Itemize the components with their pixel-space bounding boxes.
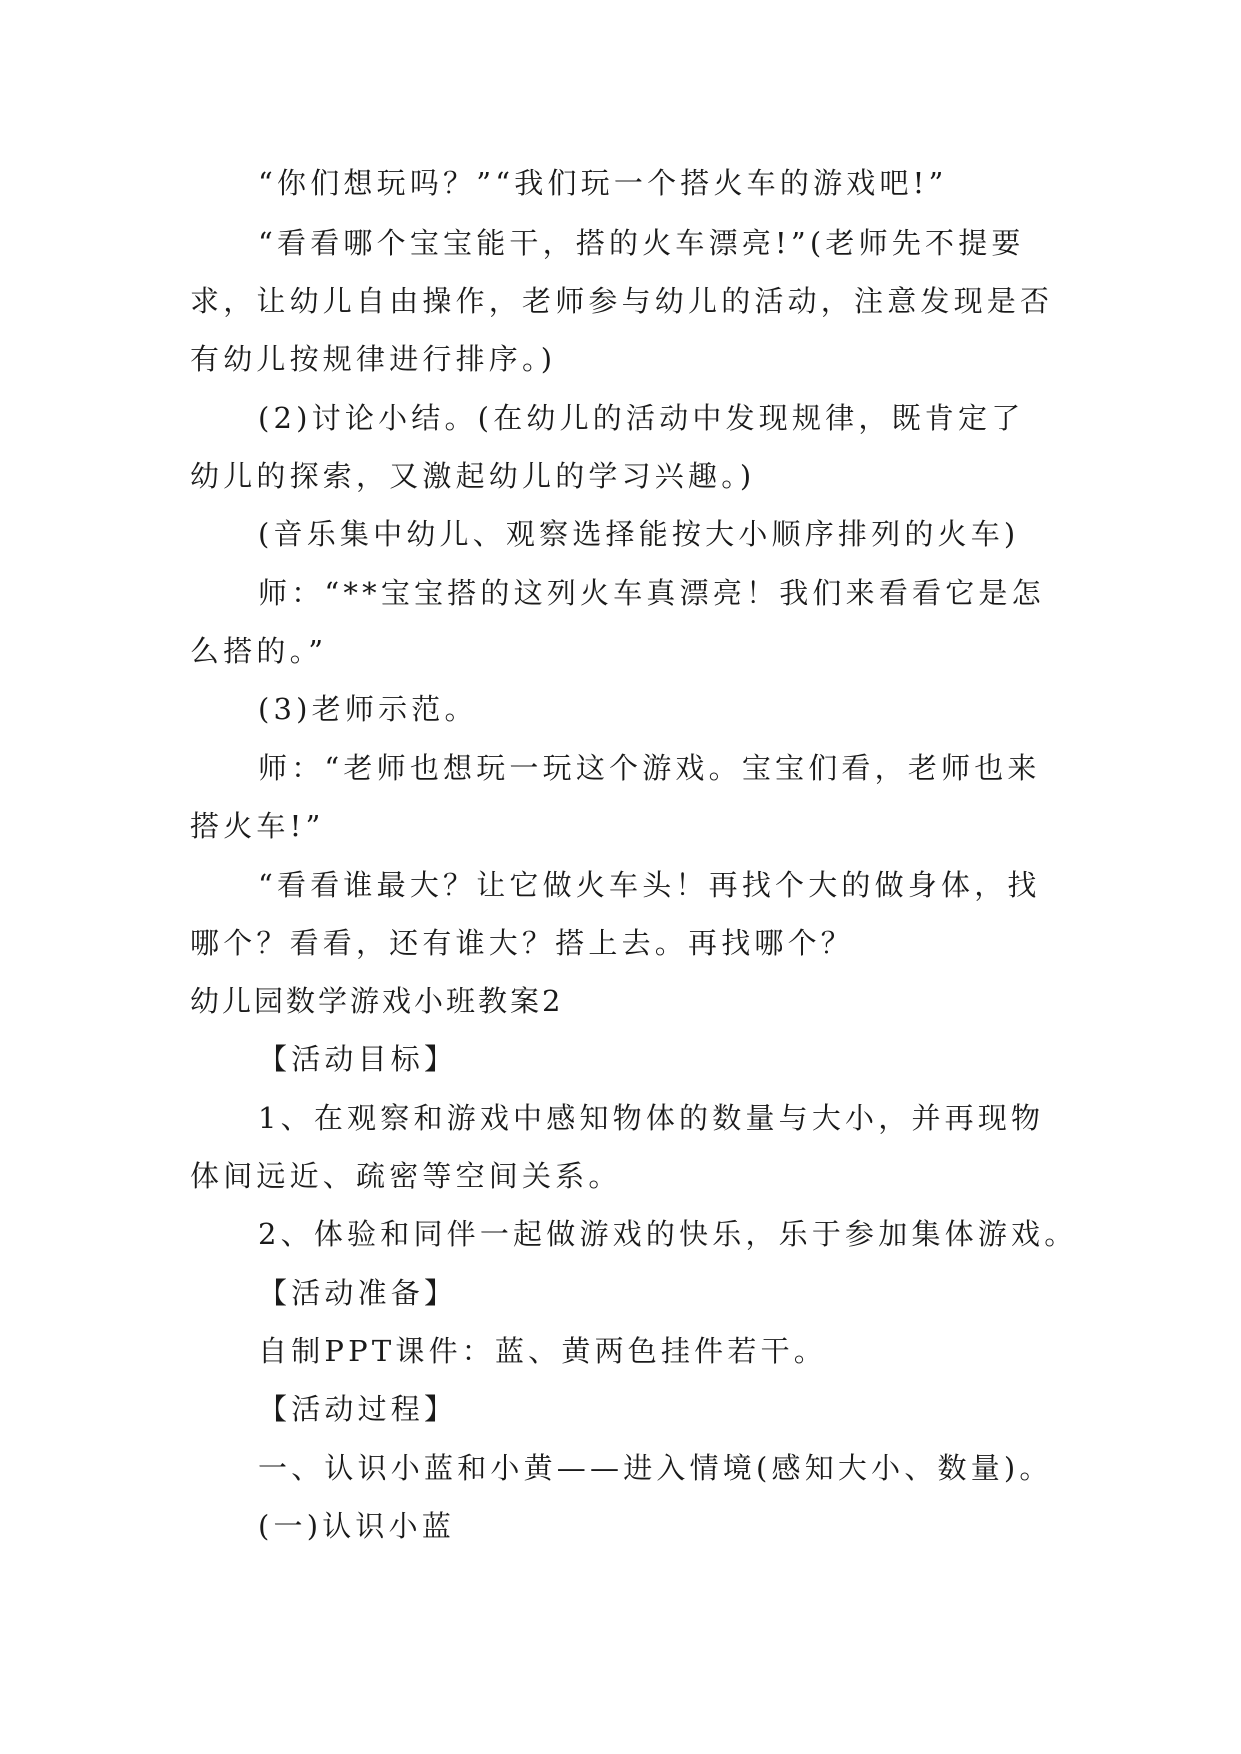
section-heading: 【活动目标】 [258,1042,458,1076]
section-heading: 【活动过程】 [258,1392,458,1426]
paragraph-line: 体间远近、疏密等空间关系。 [190,1159,622,1193]
paragraph-line: 哪个？看看，还有谁大？搭上去。再找哪个？ [190,926,855,960]
paragraph-line: 有幼儿按规律进行排序。) [190,342,557,376]
paragraph-line: 师：“老师也想玩一玩这个游戏。宝宝们看，老师也来 [258,751,1041,785]
paragraph-line: 么搭的。” [190,634,328,668]
paragraph-line: “你们想玩吗？”“我们玩一个搭火车的游戏吧!” [258,166,948,200]
paragraph-line: (2)讨论小结。(在幼儿的活动中发现规律，既肯定了 [258,401,1025,435]
paragraph-line: (3)老师示范。 [258,692,478,726]
paragraph-line: 求，让幼儿自由操作，老师参与幼儿的活动，注意发现是否 [190,284,1054,318]
subsection-heading: (一)认识小蓝 [258,1509,456,1543]
section-title: 幼儿园数学游戏小班教案2 [190,984,564,1018]
paragraph-line: “看看哪个宝宝能干，搭的火车漂亮!”(老师先不提要 [258,226,1025,260]
paragraph-line: 师：“**宝宝搭的这列火车真漂亮！我们来看看它是怎 [258,576,1045,610]
section-heading: 【活动准备】 [258,1276,458,1310]
paragraph-line: 搭火车!” [190,809,325,843]
paragraph-line: 1、在观察和游戏中感知物体的数量与大小，并再现物 [258,1101,1045,1135]
paragraph-line: 幼儿的探索，又激起幼儿的学习兴趣。) [190,459,756,493]
paragraph-line: “看看谁最大？让它做火车头！再找个大的做身体，找 [258,868,1041,902]
paragraph-line: (音乐集中幼儿、观察选择能按大小顺序排列的火车) [258,517,1020,551]
paragraph-line: 自制PPT课件：蓝、黄两色挂件若干。 [258,1334,827,1368]
paragraph-line: 2、体验和同伴一起做游戏的快乐，乐于参加集体游戏。 [258,1217,1078,1251]
paragraph-line: 一、认识小蓝和小黄——进入情境(感知大小、数量)。 [258,1451,1053,1485]
